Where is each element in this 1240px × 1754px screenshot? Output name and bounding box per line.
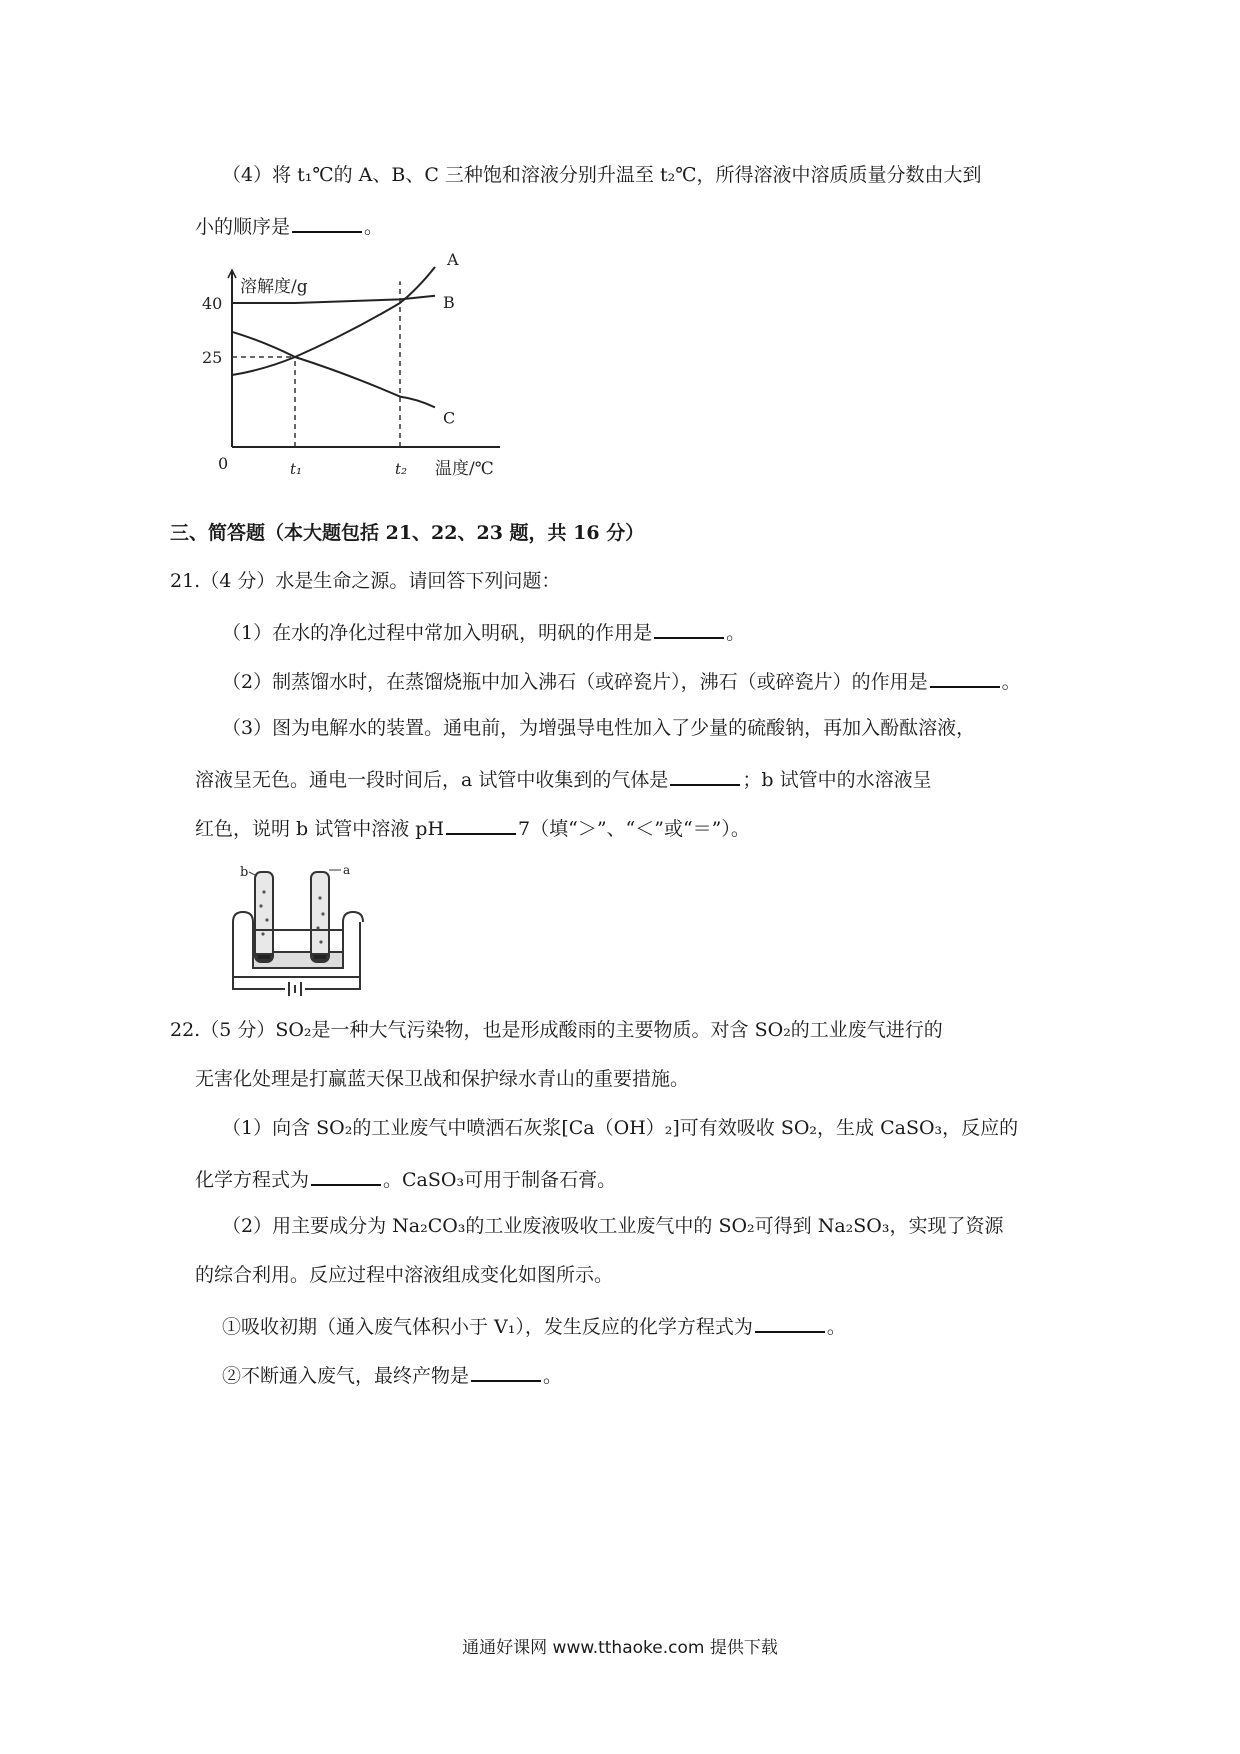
answer-blank[interactable] xyxy=(446,813,516,835)
origin-label: 0 xyxy=(218,454,229,473)
curve-label-A: A xyxy=(447,250,459,269)
q21-part2-text: （2）制蒸馏水时，在蒸馏烧瓶中加入沸石（或碎瓷片），沸石（或碎瓷片）的作用是 xyxy=(222,671,928,693)
answer-blank[interactable] xyxy=(670,764,740,786)
q21-part3-line2 xyxy=(195,764,932,793)
q22-stem-line1: 22.（5 分）SO₂是一种大气污染物，也是形成酸雨的主要物质。对含 SO₂的工业废气进行的 xyxy=(170,1019,943,1041)
q22-part1-line2 xyxy=(195,1164,616,1193)
q21-part1-text: （1）在水的净化过程中常加入明矾，明矾的作用是 xyxy=(222,622,653,644)
answer-blank[interactable] xyxy=(311,1164,381,1186)
q21-part2 xyxy=(222,666,1021,695)
q21-part1 xyxy=(222,617,745,646)
q21-part3-text: 溶液呈无色。通电一段时间后，a 试管中收集到的气体是 xyxy=(195,769,669,791)
curve-label-B: B xyxy=(443,292,455,312)
q21-part2-end: 。 xyxy=(1001,671,1021,693)
answer-blank[interactable] xyxy=(471,1360,541,1382)
q21-stem: 21.（4 分）水是生命之源。请回答下列问题： xyxy=(170,570,561,592)
y-axis-label: 溶解度/g xyxy=(240,277,308,297)
curve-C xyxy=(232,332,435,408)
q22-part1-line1: （1）向含 SO₂的工业废气中喷洒石灰浆[Ca（OH）₂]可有效吸收 SO₂，生成 CaSO₃，反应的 xyxy=(222,1117,1019,1139)
solubility-chart xyxy=(200,250,570,482)
q21-part3-text-c: 红色，说明 b 试管中溶液 pH xyxy=(195,818,445,840)
q22-part2-line2: 的综合利用。反应过程中溶液组成变化如图所示。 xyxy=(195,1264,614,1286)
answer-blank[interactable] xyxy=(755,1311,825,1333)
curve-label-C: C xyxy=(443,408,456,428)
q21-part3-text-b: ；b 试管中的水溶液呈 xyxy=(742,769,932,791)
q21-part3-text-d: 7（填“＞”、“＜”或“＝”）。 xyxy=(518,818,750,840)
q22-part1-text: 化学方程式为 xyxy=(195,1169,310,1191)
q20-part4-line2 xyxy=(195,211,383,240)
tube-b-label: b xyxy=(240,865,249,880)
q22-stem-line2: 无害化处理是打赢蓝天保卫战和保护绿水青山的重要措施。 xyxy=(195,1068,690,1090)
q21-part1-end: 。 xyxy=(726,622,746,644)
x-tick-label: t₁ xyxy=(290,460,303,478)
q22-sub2-text: ②不断通入废气，最终产物是 xyxy=(222,1365,470,1387)
section3-title: 三、简答题（本大题包括 21、22、23 题，共 16 分） xyxy=(170,522,645,544)
answer-blank[interactable] xyxy=(930,666,1000,688)
q22-sub2-end: 。 xyxy=(543,1365,563,1387)
y-tick-label-40: 40 xyxy=(202,294,223,313)
q22-sub1-end: 。 xyxy=(826,1316,846,1338)
x-tick-label: t₂ xyxy=(395,460,408,478)
y-tick-label-25: 25 xyxy=(202,348,223,367)
tube-a-label: a xyxy=(343,863,351,877)
q20-part4-line1: （4）将 t₁℃的 A、B、C 三种饱和溶液分别升温至 t₂℃，所得溶液中溶质质量分数由大到 xyxy=(222,164,982,186)
q22-part1-end: 。CaSO₃可用于制备石膏。 xyxy=(383,1169,617,1191)
x-axis-label: 温度/℃ xyxy=(435,459,494,479)
q22-part2-line1: （2）用主要成分为 Na₂CO₃的工业废液吸收工业废气中的 SO₂可得到 Na₂SO₃，实现了资源 xyxy=(222,1215,1004,1237)
q22-sub1 xyxy=(222,1311,846,1340)
q22-sub1-text: ①吸收初期（通入废气体积小于 V₁），发生反应的化学方程式为 xyxy=(222,1316,753,1338)
answer-blank[interactable] xyxy=(654,617,724,639)
q21-part3-line1: （3）图为电解水的装置。通电前，为增强导电性加入了少量的硫酸钠，再加入酚酞溶液， xyxy=(222,717,976,739)
q21-part3-line3 xyxy=(195,813,750,842)
answer-blank[interactable] xyxy=(292,211,362,233)
q20-part4-end: 。 xyxy=(364,216,384,238)
electrolysis-apparatus-diagram xyxy=(225,862,385,997)
q20-part4-text: 小的顺序是 xyxy=(195,216,291,238)
q22-sub2 xyxy=(222,1360,562,1389)
page-footer: 通通好课网 www.tthaoke.com 提供下载 xyxy=(462,1638,778,1658)
